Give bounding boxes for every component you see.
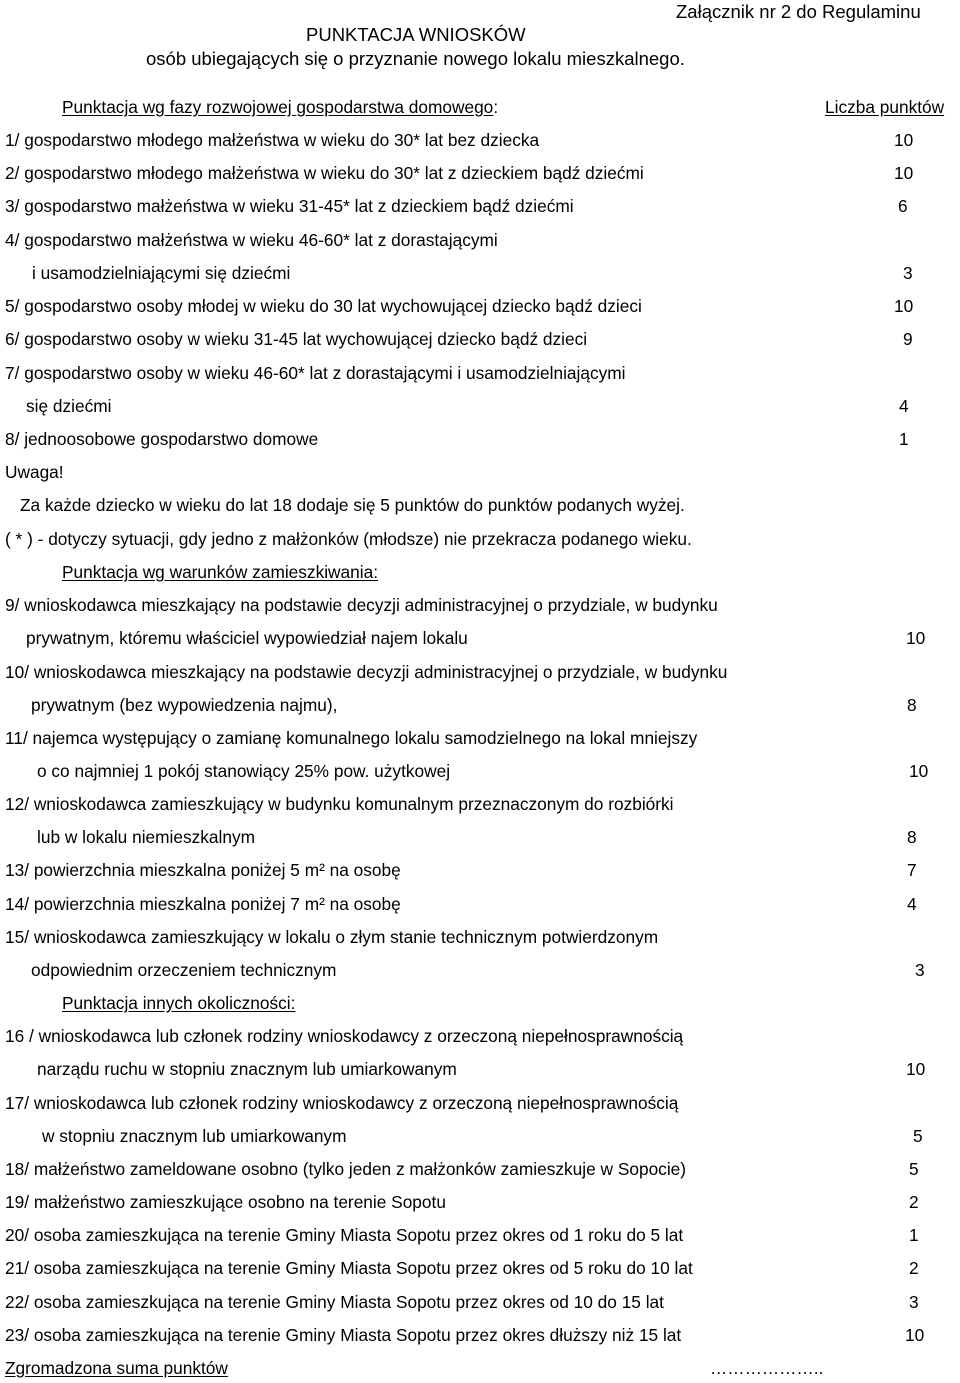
item-11-text: 11/ najemca występujący o zamianę komunalnego lokalu samodzielnego na lokal mniejszy (5, 728, 698, 748)
item-16-points: 10 (906, 1059, 926, 1079)
item-10-text: 10/ wnioskodawca mieszkający na podstawie decyzji administracyjnej o przydziale, w budynku (5, 662, 728, 682)
item-16-text-cont: narządu ruchu w stopniu znacznym lub umiarkowanym (37, 1059, 457, 1079)
item-9-text-cont: prywatnym, któremu właściciel wypowiedział najem lokalu (26, 628, 468, 648)
item-12-text-cont: lub w lokalu niemieszkalnym (37, 827, 256, 847)
item-11-text-cont: o co najmniej 1 pokój stanowiący 25% pow. użytkowej (37, 761, 451, 781)
item-13-text: 13/ powierzchnia mieszkalna poniżej 5 m² na osobę (5, 860, 401, 880)
item-4-text: 4/ gospodarstwo małżeństwa w wieku 46-60* lat z dorastającymi (5, 230, 498, 250)
item-9-text: 9/ wnioskodawca mieszkający na podstawie decyzji administracyjnej o przydziale, w budynku (5, 595, 718, 615)
item-8-text: 8/ jednoosobowe gospodarstwo domowe (5, 429, 319, 449)
item-1-text: 1/ gospodarstwo młodego małżeństwa w wieku do 30* lat bez dziecka (5, 130, 540, 150)
item-16-text: 16 / wnioskodawca lub członek rodziny wnioskodawcy z orzeczoną niepełnosprawnością (5, 1026, 684, 1046)
item-13-points: 7 (907, 860, 917, 880)
item-11-points: 10 (909, 761, 929, 781)
item-6-text: 6/ gospodarstwo osoby w wieku 31-45 lat wychowującej dziecko bądź dzieci (5, 329, 588, 349)
item-4-text-cont: i usamodzielniającymi się dziećmi (32, 263, 291, 283)
item-12-points: 8 (907, 827, 917, 847)
item-7-points: 4 (899, 396, 909, 416)
item-17-text: 17/ wnioskodawca lub członek rodziny wnioskodawcy z orzeczoną niepełnosprawnością (5, 1093, 679, 1113)
section1-heading-colon: : (493, 97, 499, 117)
section3-heading: Punktacja innych okoliczności: (62, 993, 296, 1013)
item-6-points: 9 (903, 329, 913, 349)
page-subtitle: osób ubiegających się o przyznanie nowego lokalu mieszkalnego. (146, 48, 685, 69)
item-2-points: 10 (894, 163, 914, 183)
section1-heading-row (62, 97, 498, 117)
note-label: Uwaga! (5, 462, 64, 482)
total-label: Zgromadzona suma punktów (5, 1358, 228, 1378)
points-column-header: Liczba punktów (825, 97, 945, 117)
item-23-points: 10 (905, 1325, 925, 1345)
item-5-points: 10 (894, 296, 914, 316)
item-20-text: 20/ osoba zamieszkująca na terenie Gminy Miasta Sopotu przez okres od 1 roku do 5 lat (5, 1225, 684, 1245)
page-title: PUNKTACJA WNIOSKÓW (306, 24, 526, 45)
item-20-points: 1 (909, 1225, 919, 1245)
section2-heading: Punktacja wg warunków zamieszkiwania: (62, 562, 378, 582)
item-14-points: 4 (907, 894, 917, 914)
item-22-text: 22/ osoba zamieszkująca na terenie Gminy Miasta Sopotu przez okres od 10 do 15 lat (5, 1292, 664, 1312)
item-19-text: 19/ małżeństwo zamieszkujące osobno na terenie Sopotu (5, 1192, 446, 1212)
item-15-text-cont: odpowiednim orzeczeniem technicznym (31, 960, 337, 980)
item-18-points: 5 (909, 1159, 919, 1179)
item-7-text-cont: się dziećmi (26, 396, 112, 416)
item-4-points: 3 (903, 263, 913, 283)
item-14-text: 14/ powierzchnia mieszkalna poniżej 7 m² na osobę (5, 894, 401, 914)
item-10-points: 8 (907, 695, 917, 715)
item-5-text: 5/ gospodarstwo osoby młodej w wieku do 30 lat wychowującej dziecko bądź dzieci (5, 296, 642, 316)
item-2-text: 2/ gospodarstwo młodego małżeństwa w wieku do 30* lat z dzieckiem bądź dziećmi (5, 163, 644, 183)
item-22-points: 3 (909, 1292, 919, 1312)
item-17-points: 5 (913, 1126, 923, 1146)
item-7-text: 7/ gospodarstwo osoby w wieku 46-60* lat z dorastającymi i usamodzielniającymi (5, 363, 626, 383)
item-21-text: 21/ osoba zamieszkująca na terenie Gminy Miasta Sopotu przez okres od 5 roku do 10 lat (5, 1258, 693, 1278)
item-17-text-cont: w stopniu znacznym lub umiarkowanym (42, 1126, 347, 1146)
item-3-text: 3/ gospodarstwo małżeństwa w wieku 31-45* lat z dzieckiem bądź dziećmi (5, 196, 574, 216)
item-23-text: 23/ osoba zamieszkująca na terenie Gminy Miasta Sopotu przez okres dłuższy niż 15 lat (5, 1325, 682, 1345)
item-1-points: 10 (894, 130, 914, 150)
note-children: Za każde dziecko w wieku do lat 18 dodaje się 5 punktów do punktów podanych wyżej. (20, 495, 685, 515)
item-18-text: 18/ małżeństwo zameldowane osobno (tylko jeden z małżonków zamieszkuje w Sopocie) (5, 1159, 687, 1179)
item-21-points: 2 (909, 1258, 919, 1278)
total-dots: ……………….. (710, 1358, 824, 1378)
section1-heading: Punktacja wg fazy rozwojowej gospodarstwa domowego (62, 97, 494, 117)
item-19-points: 2 (909, 1192, 919, 1212)
item-10-text-cont: prywatnym (bez wypowiedzenia najmu), (31, 695, 338, 715)
item-15-text: 15/ wnioskodawca zamieszkujący w lokalu o złym stanie technicznym potwierdzonym (5, 927, 659, 947)
item-9-points: 10 (906, 628, 926, 648)
item-15-points: 3 (915, 960, 925, 980)
item-3-points: 6 (898, 196, 908, 216)
item-12-text: 12/ wnioskodawca zamieszkujący w budynku komunalnym przeznaczonym do rozbiórki (5, 794, 674, 814)
item-8-points: 1 (899, 429, 909, 449)
annex-label: Załącznik nr 2 do Regulaminu (676, 1, 921, 22)
note-asterisk: ( * ) - dotyczy sytuacji, gdy jedno z małżonków (młodsze) nie przekracza podanego wieku. (5, 529, 692, 549)
